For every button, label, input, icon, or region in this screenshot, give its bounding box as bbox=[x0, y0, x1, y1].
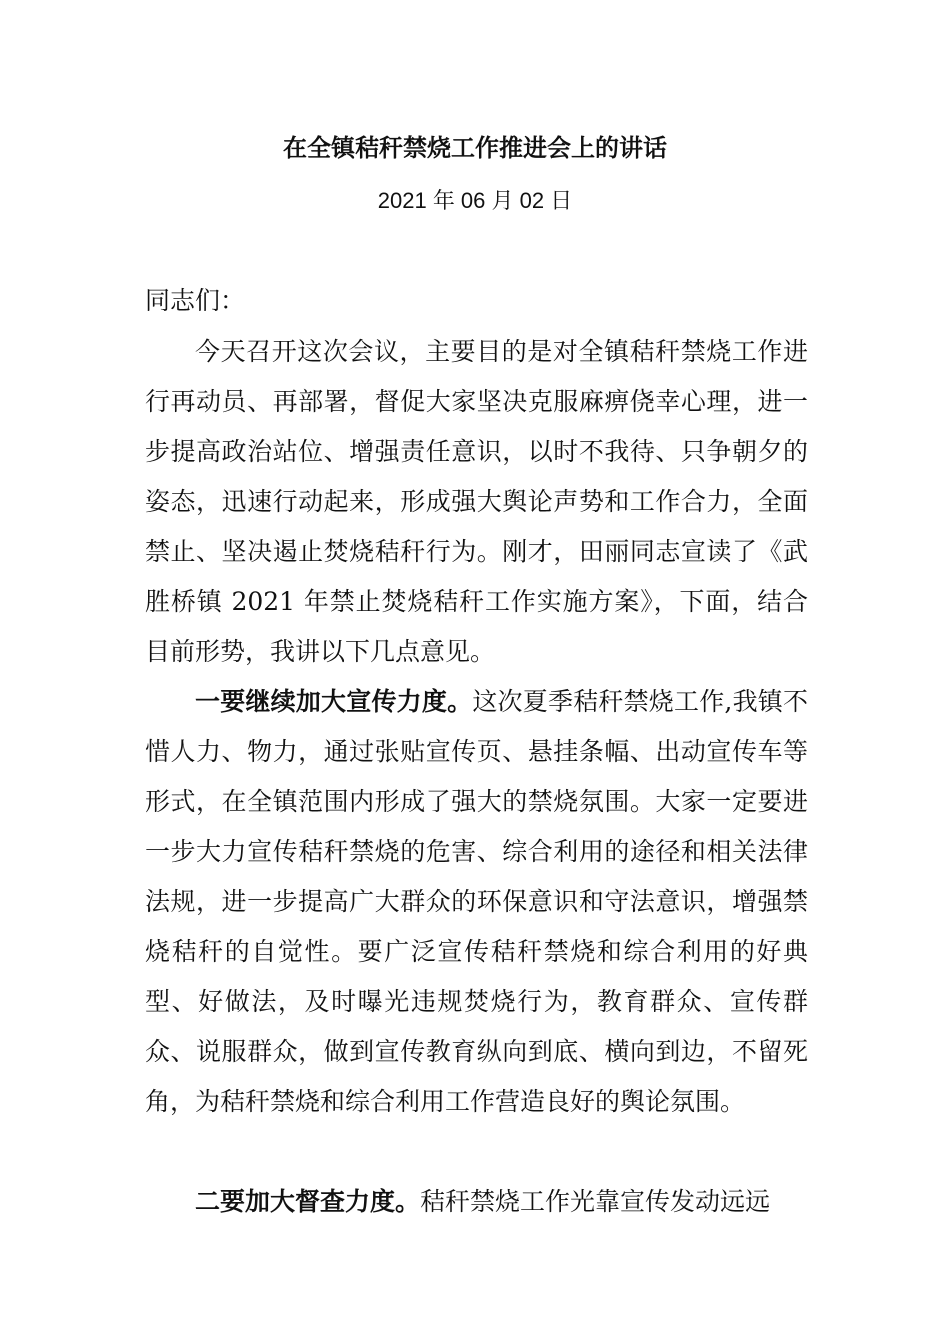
paragraph-lead-heading: 二要加大督查力度。 bbox=[195, 1187, 421, 1216]
salutation: 同志们： bbox=[145, 286, 246, 315]
paragraph-text bbox=[145, 1177, 808, 1227]
paragraph-point-two bbox=[145, 1177, 808, 1227]
paragraph-body: 今天召开这次会议，主要目的是对全镇秸秆禁烧工作进行再动员、再部署，督促大家坚决克服麻痹侥幸心理，进一步提高政治站位、增强责任意识，以时不我待、只争朝夕的姿态，迅速行动起来，形成强大舆论声势和工作合力，全面禁止、坚决遏止焚烧秸秆行为。刚才，田丽同志宣读了《武胜桥镇 2021 年禁止焚烧秸秆工作实施方案》，下面，结合目前形势，我讲以下几点意见。 bbox=[145, 337, 808, 666]
paragraph-body: 秸秆禁烧工作光靠宣传发动远远 bbox=[420, 1187, 771, 1216]
paragraph-lead-heading: 一要继续加大宣传力度。 bbox=[195, 687, 473, 716]
document-title: 在全镇秸秆禁烧工作推进会上的讲话 bbox=[283, 133, 667, 162]
paragraph-intro bbox=[145, 327, 808, 677]
paragraph-text bbox=[145, 327, 808, 677]
paragraph-body: 这次夏季秸秆禁烧工作,我镇不惜人力、物力，通过张贴宣传页、悬挂条幅、出动宣传车等形式，在全镇范围内形成了强大的禁烧氛围。大家一定要进一步大力宣传秸秆禁烧的危害、综合利用的途径和相关法律法规，进一步提高广大群众的环保意识和守法意识，增强禁烧秸秆的自觉性。要广泛宣传秸秆禁烧和综合利用的好典型、好做法，及时曝光违规焚烧行为，教育群众、宣传群众、说服群众，做到宣传教育纵向到底、横向到边，不留死角，为秸秆禁烧和综合利用工作营造良好的舆论氛围。 bbox=[145, 687, 808, 1116]
document-date: 2021 年 06 月 02 日 bbox=[377, 188, 573, 213]
paragraph-point-one bbox=[145, 677, 808, 1127]
paragraph-text bbox=[145, 677, 808, 1127]
